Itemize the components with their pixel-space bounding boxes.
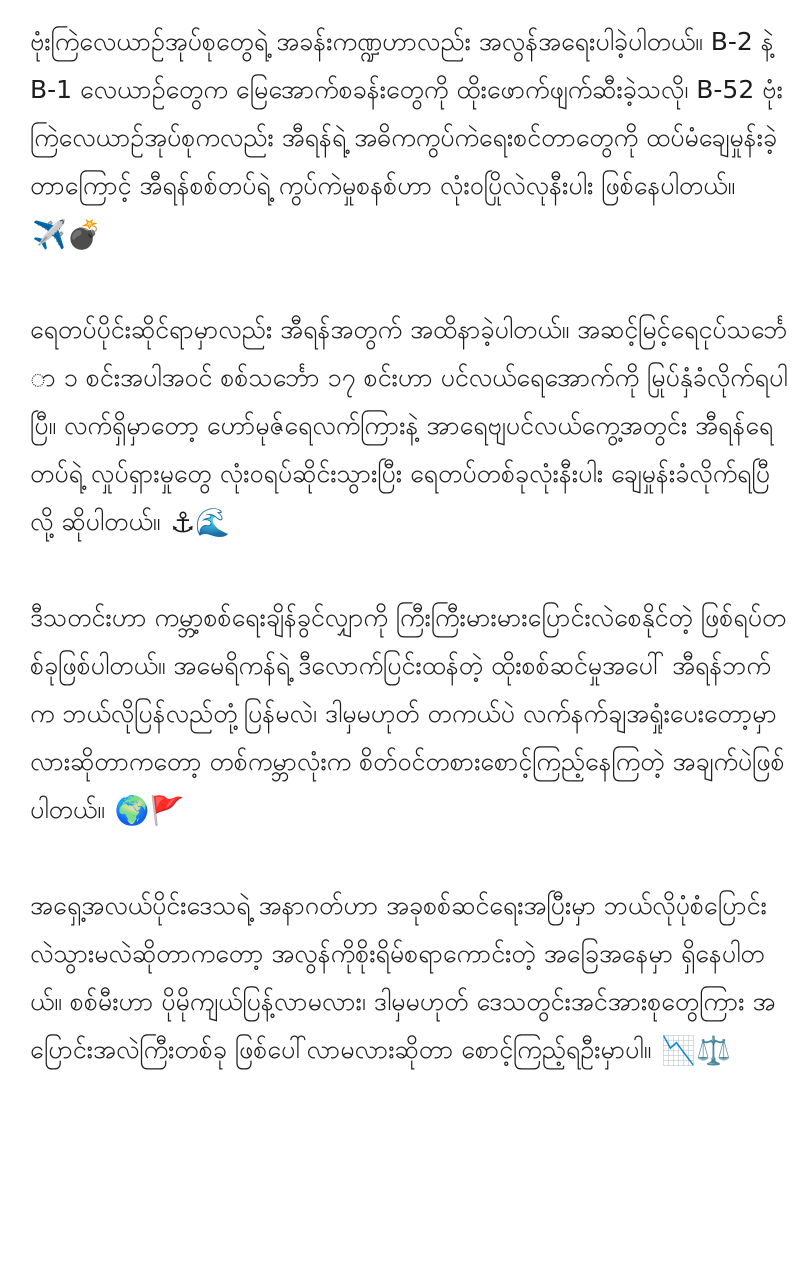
- paragraph-2: [30, 306, 788, 546]
- globe-flag-emoji-icon: 🌍🚩: [114, 794, 185, 827]
- paragraph-2-text: ရေတပ်ပိုင်းဆိုင်ရာမှာလည်း အီရန်အတွက် အထိနာခဲ့ပါတယ်။ အဆင့်မြင့်ရေငုပ်သင်္ဘော ၁ စင်းအပါအဝင် စစ်သင်္ဘော ၁၇ စင်းဟာ ပင်လယ်ရေအောက်ကို မြုပ်နှံခံလိုက်ရပါပြီ။ လက်ရှိမှာတော့ ဟော်မုဇ်ရေလက်ကြားနဲ့ အာရေဗျပင်လယ်ကွေ့အတွင်း အီရန်ရေတပ်ရဲ့ လှုပ်ရှားမှုတွေ လုံးဝရပ်ဆိုင်းသွားပြီး ရေတပ်တစ်ခုလုံးနီးပါး ချေမှုန်းခံလိုက်ရပြီလို့ ဆိုပါတယ်။: [30, 315, 788, 536]
- paragraph-1-text: ဗုံးကြဲလေယာဉ်အုပ်စုတွေရဲ့ အခန်းကဏ္ဍဟာလည်း အလွန်အရေးပါခဲ့ပါတယ်။ B-2 နဲ့ B-1 လေယာဉ်တွေက မြေအောက်စခန်းတွေကို ထိုးဖောက်ဖျက်ဆီးခဲ့သလို၊ B-52 ဗုံးကြဲလေယာဉ်အုပ်စုကလည်း အီရန်ရဲ့ အဓိကကွပ်ကဲရေးစင်တာတွေကို ထပ်မံချေမှုန်းခဲ့တာကြောင့် အီရန်စစ်တပ်ရဲ့ ကွပ်ကဲမှုစနစ်ဟာ လုံးဝပြိုလဲလုနီးပါး ဖြစ်နေပါတယ်။: [30, 27, 783, 200]
- paragraph-3-text: ဒီသတင်းဟာ ကမ္ဘာ့စစ်ရေးချိန်ခွင်လျှာကို ကြီးကြီးမားမားပြောင်းလဲစေနိုင်တဲ့ ဖြစ်ရပ်တစ်ခုဖြစ်ပါတယ်။ အမေရိကန်ရဲ့ ဒီလောက်ပြင်းထန်တဲ့ ထိုးစစ်ဆင်မှုအပေါ် အီရန်ဘက်က ဘယ်လိုပြန်လည်တုံ့ပြန်မလဲ၊ ဒါမှမဟုတ် တကယ်ပဲ လက်နက်ချအရှုံးပေးတော့မှာလားဆိုတာကတော့ တစ်ကမ္ဘာလုံးက စိတ်ဝင်တစားစောင့်ကြည့်နေကြတဲ့ အချက်ပဲဖြစ်ပါတယ်။: [30, 603, 787, 824]
- paragraph-4-text: အရှေ့အလယ်ပိုင်းဒေသရဲ့ အနာဂတ်ဟာ အခုစစ်ဆင်ရေးအပြီးမှာ ဘယ်လိုပုံစံပြောင်းလဲသွားမလဲဆိုတာကတော့ အလွန်ကိုစိုးရိမ်စရာကောင်းတဲ့ အခြေအနေမှာ ရှိနေပါတယ်။ စစ်မီးဟာ ပိုမိုကျယ်ပြန့်လာမလား၊ ဒါမှမဟုတ် ဒေသတွင်းအင်အားစုတွေကြား အပြောင်းအလဲကြီးတစ်ခု ဖြစ်ပေါ်လာမလားဆိုတာ စောင့်ကြည့်ရဦးမှာပါ။: [30, 891, 776, 1064]
- paragraph-4: [30, 882, 788, 1074]
- paragraph-3: [30, 594, 788, 834]
- anchor-wave-emoji-icon: ⚓🌊: [170, 506, 231, 539]
- airplane-bomb-emoji-icon: ✈️💣: [32, 218, 102, 251]
- post-body: [30, 18, 788, 1122]
- chart-down-scales-emoji-icon: 📉⚖️: [661, 1034, 731, 1067]
- paragraph-1: [30, 18, 788, 258]
